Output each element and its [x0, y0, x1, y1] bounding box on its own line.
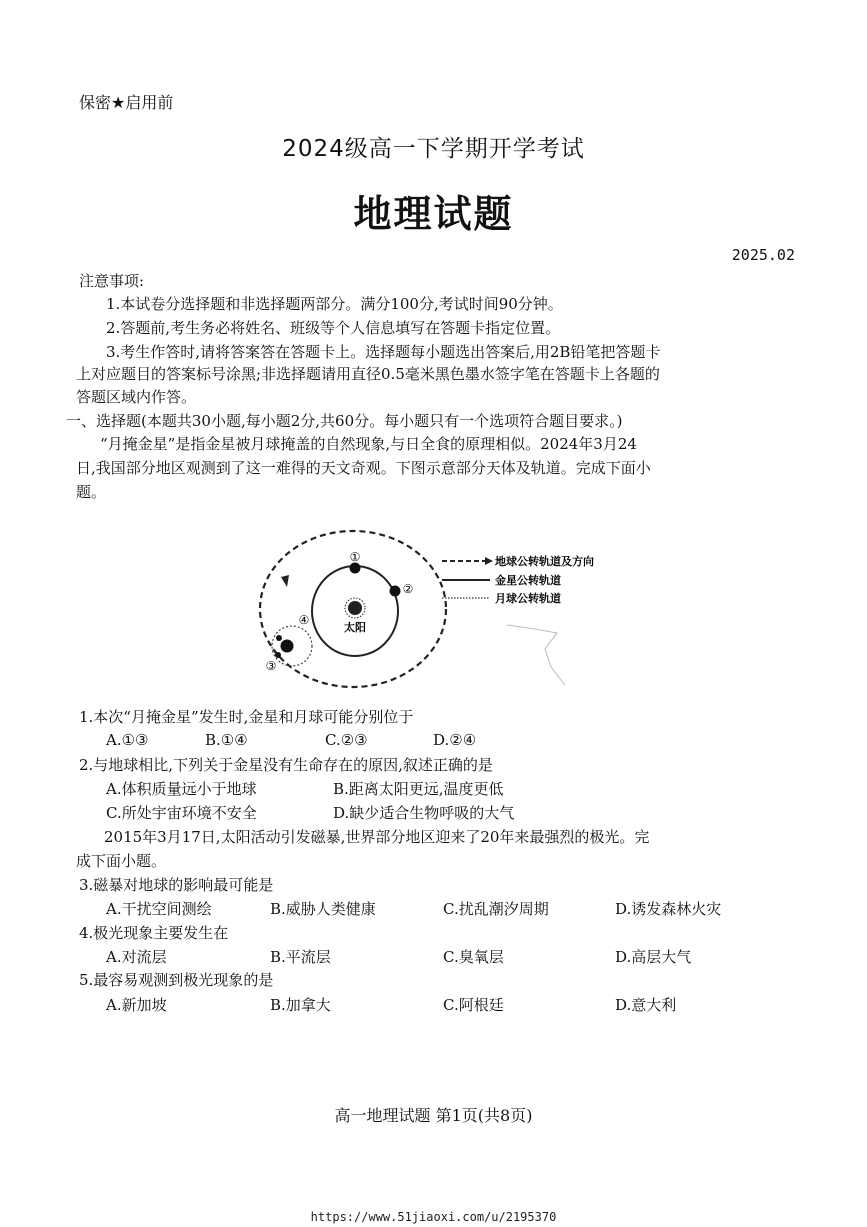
- sun-label: 太阳: [344, 621, 366, 634]
- page-footer: 高一地理试题 第1页(共8页): [334, 1106, 533, 1125]
- question-3-option-d: D.诱发森林火灾: [615, 900, 722, 918]
- sun-icon: [345, 598, 365, 618]
- moon-position-4: [276, 635, 282, 641]
- earth-icon: [281, 640, 294, 653]
- note-item: 3.考生作答时,请将答案答在答题卡上。选择题每小题选出答案后,用2B铅笔把答题卡: [106, 343, 661, 361]
- question-5-option-c: C.阿根廷: [443, 996, 504, 1014]
- notes-heading: 注意事项:: [79, 272, 145, 290]
- page-title: 地理试题: [353, 192, 514, 236]
- question-2-option-d: D.缺少适合生物呼吸的大气: [333, 804, 515, 822]
- question-1-option-b: B.①④: [205, 731, 248, 749]
- background-map-trace: [507, 625, 565, 685]
- intro-line: “月掩金星”是指金星被月球掩盖的自然现象,与日全食的原理相似。2024年3月24: [100, 435, 637, 453]
- question-3-option-a: A.干扰空间测绘: [106, 900, 212, 918]
- section-heading: 一、选择题(本题共30小题,每小题2分,共60分。每小题只有一个选项符合题目要求。): [66, 412, 623, 430]
- question-2-option-b: B.距离太阳更远,温度更低: [333, 780, 504, 798]
- marker-1: ①: [349, 550, 361, 564]
- legend-arrow-icon: [485, 557, 493, 565]
- intro-line: 题。: [76, 483, 107, 501]
- question-4-option-a: A.对流层: [106, 948, 167, 966]
- question-1-option-c: C.②③: [325, 731, 368, 749]
- question-4-option-c: C.臭氧层: [443, 948, 504, 966]
- question-5-stem: 5.最容易观测到极光现象的是: [79, 971, 274, 989]
- legend-moon-orbit: 月球公转轨道: [495, 592, 561, 605]
- venus-position-2: [390, 586, 401, 597]
- watermark-url: https://www.51jiaoxi.com/u/2195370: [310, 1210, 557, 1224]
- note-item: 2.答题前,考生务必将姓名、班级等个人信息填写在答题卡指定位置。: [106, 319, 561, 337]
- legend-earth-orbit: 地球公转轨道及方向: [495, 555, 594, 568]
- marker-4: ④: [298, 613, 310, 627]
- note-item: 1.本试卷分选择题和非选择题两部分。满分100分,考试时间90分钟。: [106, 295, 563, 313]
- question-4-stem: 4.极光现象主要发生在: [79, 924, 229, 942]
- moon-position-3: [275, 652, 281, 658]
- exam-name: 2024级高一下学期开学考试: [282, 136, 585, 162]
- question-1-option-a: A.①③: [106, 731, 149, 749]
- question-4-option-b: B.平流层: [270, 948, 331, 966]
- exam-date: 2025.02: [731, 246, 795, 264]
- intro-line: 2015年3月17日,太阳活动引发磁暴,世界部分地区迎来了20年来最强烈的极光。完: [104, 828, 650, 846]
- confidential-label: 保密★启用前: [79, 93, 174, 112]
- question-1-option-d: D.②④: [433, 731, 477, 749]
- question-2-stem: 2.与地球相比,下列关于金星没有生命存在的原因,叙述正确的是: [79, 756, 493, 774]
- question-5-option-d: D.意大利: [615, 996, 677, 1014]
- question-3-option-c: C.扰乱潮汐周期: [443, 900, 549, 918]
- legend-venus-orbit: 金星公转轨道: [495, 574, 561, 587]
- question-2-option-a: A.体积质量远小于地球: [106, 780, 257, 798]
- question-3-option-b: B.威胁人类健康: [270, 900, 376, 918]
- note-item: 答题区域内作答。: [76, 388, 197, 406]
- question-1-stem: 1.本次“月掩金星”发生时,金星和月球可能分别位于: [79, 708, 414, 726]
- question-2-option-c: C.所处宇宙环境不安全: [106, 804, 257, 822]
- note-item: 上对应题目的答案标号涂黑;非选择题请用直径0.5毫米黑色墨水签字笔在答题卡上各题的: [76, 365, 660, 383]
- venus-position-1: [350, 563, 361, 574]
- question-4-option-d: D.高层大气: [615, 948, 692, 966]
- marker-3: ③: [265, 659, 277, 673]
- marker-2: ②: [402, 582, 414, 596]
- question-5-option-a: A.新加坡: [106, 996, 167, 1014]
- question-5-option-b: B.加拿大: [270, 996, 331, 1014]
- intro-line: 日,我国部分地区观测到了这一难得的天文奇观。下图示意部分天体及轨道。完成下面小: [76, 459, 651, 477]
- intro-line: 成下面小题。: [76, 852, 167, 870]
- direction-arrow-icon: [281, 575, 289, 587]
- orbit-diagram: [245, 525, 617, 695]
- question-3-stem: 3.磁暴对地球的影响最可能是: [79, 876, 274, 894]
